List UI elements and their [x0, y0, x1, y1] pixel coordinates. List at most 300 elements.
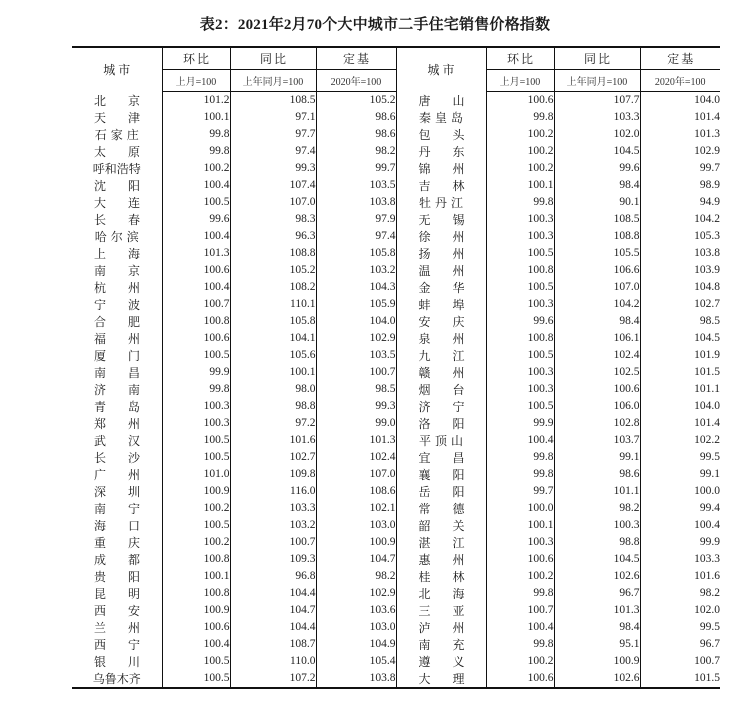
value-mom-right: 100.5: [486, 279, 554, 296]
city-name-left: [72, 381, 162, 398]
value-base-right: 99.1: [699, 468, 720, 481]
city-label: 济宁: [418, 399, 487, 414]
value-mom-right: 99.8: [486, 466, 554, 483]
city-name-left: [72, 398, 162, 415]
value-base-left: 104.3: [316, 279, 396, 296]
value-base-right: 100.4: [694, 519, 720, 532]
city-label: 南宁: [94, 501, 163, 516]
table-row: [72, 500, 720, 517]
city-name-right: [396, 330, 486, 347]
city-name-left: [72, 602, 162, 619]
value-base-left: 101.3: [316, 432, 396, 449]
city-label: 长春: [94, 212, 163, 227]
city-name-left: [72, 330, 162, 347]
city-name-right: [396, 177, 486, 194]
value-mom-left: 101.2: [162, 92, 230, 109]
value-base-right: 101.6: [694, 570, 720, 583]
table-row: [72, 211, 720, 228]
value-yoy-right: 107.0: [554, 279, 640, 296]
city-name-right: [396, 619, 486, 636]
page-title: 表2：2021年2月70个大中城市二手住宅销售价格指数: [199, 17, 551, 33]
value-mom-left: 100.5: [162, 517, 230, 534]
table-row: [72, 398, 720, 415]
city-name-left: [72, 568, 162, 585]
value-mom-right: 99.7: [486, 483, 554, 500]
value-yoy-left: 99.3: [230, 160, 316, 177]
city-name-right: [396, 500, 486, 517]
value-yoy-left: 97.7: [230, 126, 316, 143]
value-yoy-right: 103.7: [554, 432, 640, 449]
value-yoy-right: 108.5: [554, 211, 640, 228]
value-mom-right: 100.4: [486, 619, 554, 636]
value-yoy-right: 99.1: [554, 449, 640, 466]
value-mom-right: 99.8: [486, 636, 554, 653]
city-label: 温州: [418, 263, 487, 278]
value-mom-right: 100.3: [486, 534, 554, 551]
value-mom-right: 100.1: [486, 517, 554, 534]
value-yoy-left: 104.7: [230, 602, 316, 619]
value-base-right: 99.5: [699, 451, 720, 464]
value-base-right: 104.8: [694, 281, 720, 294]
city-name-left: [72, 415, 162, 432]
value-mom-right: 100.5: [486, 398, 554, 415]
value-base-right: 104.0: [694, 400, 720, 413]
value-yoy-left: 101.6: [230, 432, 316, 449]
city-label: 兰州: [94, 620, 163, 635]
city-name-right: [396, 653, 486, 670]
value-yoy-right: 106.6: [554, 262, 640, 279]
city-name-right: [396, 585, 486, 602]
header-group-yoy-left: 同比: [230, 47, 316, 70]
value-base-right: 104.5: [694, 332, 720, 345]
subheader-base-right: 2020年=100: [640, 70, 720, 92]
value-yoy-left: 98.8: [230, 398, 316, 415]
value-yoy-right: 106.0: [554, 398, 640, 415]
value-yoy-left: 105.6: [230, 347, 316, 364]
value-mom-left: 100.4: [162, 636, 230, 653]
value-mom-left: 101.3: [162, 245, 230, 262]
value-mom-right: 100.5: [486, 347, 554, 364]
value-mom-left: 100.7: [162, 296, 230, 313]
city-label: 常德: [418, 501, 487, 516]
city-name-right: [396, 432, 486, 449]
value-mom-right: 100.6: [486, 92, 554, 109]
value-yoy-left: 107.2: [230, 670, 316, 688]
city-name-right: [396, 211, 486, 228]
value-yoy-left: 102.7: [230, 449, 316, 466]
table-row: [72, 330, 720, 347]
value-yoy-right: 104.5: [554, 143, 640, 160]
value-base-right: 99.5: [699, 621, 720, 634]
value-mom-right: 100.3: [486, 211, 554, 228]
value-mom-left: 100.3: [162, 398, 230, 415]
city-name-right: [396, 296, 486, 313]
value-mom-left: 100.5: [162, 449, 230, 466]
value-yoy-right: 98.2: [554, 500, 640, 517]
city-name-right: [396, 194, 486, 211]
city-label: 北海: [418, 586, 487, 601]
city-label: 海口: [94, 518, 163, 533]
value-base-right: 101.5: [640, 670, 720, 688]
value-base-right: 103.9: [694, 264, 720, 277]
value-yoy-right: 102.4: [554, 347, 640, 364]
value-mom-left: 100.4: [162, 177, 230, 194]
value-mom-right: 100.1: [486, 177, 554, 194]
value-base-left: 98.2: [316, 143, 396, 160]
value-base-left: 102.1: [316, 500, 396, 517]
value-mom-left: 100.1: [162, 568, 230, 585]
city-name-left: [72, 670, 162, 688]
city-label: 银川: [94, 654, 163, 669]
value-base-left: 103.5: [316, 347, 396, 364]
value-base-left: 98.2: [316, 568, 396, 585]
value-base-left: 105.8: [316, 245, 396, 262]
city-label: 扬州: [418, 246, 487, 261]
value-mom-left: 101.0: [162, 466, 230, 483]
city-label: 泸州: [418, 620, 487, 635]
value-base-left: 98.6: [316, 126, 396, 143]
value-mom-right: 100.3: [486, 228, 554, 245]
value-yoy-right: 95.1: [554, 636, 640, 653]
value-base-left: 100.9: [316, 534, 396, 551]
city-name-right: [396, 415, 486, 432]
value-base-right: 98.2: [699, 587, 720, 600]
value-base-right: 99.4: [699, 502, 720, 515]
table-row: [72, 245, 720, 262]
value-mom-right: 100.3: [486, 364, 554, 381]
value-yoy-left: 98.3: [230, 211, 316, 228]
value-mom-right: 100.8: [486, 262, 554, 279]
city-label: 吉林: [418, 178, 487, 193]
value-base-left: 103.5: [316, 177, 396, 194]
value-yoy-left: 107.0: [230, 194, 316, 211]
city-name-right: [396, 398, 486, 415]
value-yoy-right: 100.3: [554, 517, 640, 534]
header-group-base-left: 定基: [316, 47, 396, 70]
city-label: 韶关: [418, 518, 487, 533]
value-base-right: 98.9: [699, 179, 720, 192]
value-base-left: 99.3: [316, 398, 396, 415]
city-label: 杭州: [94, 280, 163, 295]
city-label: 遵义: [418, 654, 487, 669]
value-yoy-left: 97.4: [230, 143, 316, 160]
table-row: [72, 517, 720, 534]
value-mom-left: 100.4: [162, 279, 230, 296]
value-base-left: 100.7: [316, 364, 396, 381]
value-yoy-left: 105.2: [230, 262, 316, 279]
city-label: 襄阳: [418, 467, 487, 482]
value-base-right: 102.2: [694, 434, 720, 447]
value-mom-right: 100.6: [486, 670, 554, 688]
value-yoy-right: 98.4: [554, 177, 640, 194]
value-base-right: 100.0: [694, 485, 720, 498]
value-mom-left: 100.9: [162, 602, 230, 619]
value-base-right: 99.7: [699, 162, 720, 175]
table-row: [72, 432, 720, 449]
value-base-left: 107.0: [316, 466, 396, 483]
value-base-left: 97.9: [316, 211, 396, 228]
value-yoy-left: 103.2: [230, 517, 316, 534]
city-name-left: [72, 551, 162, 568]
city-name-right: [396, 551, 486, 568]
city-name-left: [72, 432, 162, 449]
value-base-right: 102.0: [694, 604, 720, 617]
table-row: [72, 177, 720, 194]
city-name-right: [396, 228, 486, 245]
city-name-left: [72, 636, 162, 653]
value-base-right: 102.9: [694, 145, 720, 158]
city-name-left: [72, 313, 162, 330]
value-yoy-left: 105.8: [230, 313, 316, 330]
value-base-left: 105.2: [316, 92, 396, 109]
value-yoy-left: 96.3: [230, 228, 316, 245]
city-name-right: [396, 449, 486, 466]
city-label: 秦皇岛: [418, 110, 467, 125]
value-base-right: 104.2: [694, 213, 720, 226]
city-name-left: [72, 228, 162, 245]
value-yoy-left: 98.0: [230, 381, 316, 398]
value-mom-right: 100.4: [486, 432, 554, 449]
value-yoy-left: 103.3: [230, 500, 316, 517]
value-mom-left: 99.8: [162, 126, 230, 143]
header-group-yoy-right: 同比: [554, 47, 640, 70]
value-base-left: 99.0: [316, 415, 396, 432]
value-yoy-right: 99.6: [554, 160, 640, 177]
city-name-left: [72, 466, 162, 483]
value-yoy-right: 90.1: [554, 194, 640, 211]
table-row: [72, 534, 720, 551]
subheader-yoy-left: 上年同月=100: [230, 70, 316, 92]
city-label: 三亚: [418, 603, 487, 618]
city-label: 金华: [418, 280, 487, 295]
header-group-mom-right: 环比: [486, 47, 554, 70]
table-row: [72, 568, 720, 585]
value-yoy-right: 104.2: [554, 296, 640, 313]
value-mom-right: 99.9: [486, 415, 554, 432]
value-yoy-right: 102.6: [554, 670, 640, 688]
value-mom-left: 100.6: [162, 619, 230, 636]
city-label: 大理: [418, 671, 487, 686]
value-yoy-right: 100.6: [554, 381, 640, 398]
city-label: 赣州: [418, 365, 487, 380]
table-row: [72, 143, 720, 160]
value-mom-left: 100.8: [162, 313, 230, 330]
city-name-left: [72, 245, 162, 262]
city-label: 平顶山: [418, 433, 467, 448]
city-name-right: [396, 602, 486, 619]
value-yoy-right: 100.9: [554, 653, 640, 670]
table-row: [72, 483, 720, 500]
city-name-left: [72, 109, 162, 126]
value-base-left: 103.8: [316, 670, 396, 688]
city-name-right: [396, 143, 486, 160]
value-base-right: 101.5: [694, 366, 720, 379]
value-yoy-right: 103.3: [554, 109, 640, 126]
value-base-left: 103.2: [316, 262, 396, 279]
table-row: [72, 602, 720, 619]
value-yoy-left: 97.1: [230, 109, 316, 126]
city-label: 桂林: [418, 569, 487, 584]
city-label: 惠州: [418, 552, 487, 567]
value-yoy-left: 96.8: [230, 568, 316, 585]
value-yoy-right: 96.7: [554, 585, 640, 602]
value-yoy-right: 101.1: [554, 483, 640, 500]
value-base-left: 102.4: [316, 449, 396, 466]
city-label: 岳阳: [418, 484, 487, 499]
city-label: 包头: [418, 127, 487, 142]
table-row: [72, 619, 720, 636]
value-base-left: 104.9: [316, 636, 396, 653]
city-name-right: [396, 92, 486, 109]
header-group-mom-left: 环比: [162, 47, 230, 70]
value-base-right: 103.3: [694, 553, 720, 566]
city-name-left: [72, 160, 162, 177]
city-name-right: [396, 534, 486, 551]
value-mom-left: 100.2: [162, 500, 230, 517]
city-label: 成都: [94, 552, 163, 567]
city-label: 沈阳: [94, 178, 163, 193]
city-label: 石家庄: [94, 127, 143, 142]
table-row: [72, 262, 720, 279]
table-row: [72, 653, 720, 670]
value-yoy-right: 102.6: [554, 568, 640, 585]
city-label: 重庆: [94, 535, 163, 550]
value-base-right: 102.7: [694, 298, 720, 311]
table-header: [72, 47, 720, 92]
value-yoy-left: 110.0: [230, 653, 316, 670]
city-label: 上海: [94, 246, 163, 261]
city-name-right: [396, 466, 486, 483]
table-row: [72, 313, 720, 330]
city-label: 广州: [94, 467, 163, 482]
city-name-left: [72, 194, 162, 211]
value-base-left: 103.0: [316, 517, 396, 534]
value-mom-left: 100.4: [162, 228, 230, 245]
value-yoy-right: 108.8: [554, 228, 640, 245]
value-yoy-left: 97.2: [230, 415, 316, 432]
value-mom-right: 99.6: [486, 313, 554, 330]
subheader-base-left: 2020年=100: [316, 70, 396, 92]
city-name-left: [72, 211, 162, 228]
value-yoy-right: 98.4: [554, 313, 640, 330]
value-mom-left: 100.6: [162, 262, 230, 279]
value-yoy-right: 105.5: [554, 245, 640, 262]
city-label: 牡丹江: [418, 195, 467, 210]
city-label: 合肥: [94, 314, 163, 329]
city-name-left: [72, 534, 162, 551]
value-base-left: 103.6: [316, 602, 396, 619]
city-name-left: [72, 126, 162, 143]
table-row: [72, 585, 720, 602]
value-mom-left: 100.3: [162, 415, 230, 432]
city-name-right: [396, 279, 486, 296]
value-mom-right: 99.8: [486, 585, 554, 602]
city-label: 南充: [418, 637, 487, 652]
value-yoy-left: 108.2: [230, 279, 316, 296]
city-name-right: [396, 160, 486, 177]
city-label: 厦门: [94, 348, 163, 363]
table-row: [72, 415, 720, 432]
value-yoy-right: 102.5: [554, 364, 640, 381]
city-name-right: [396, 670, 486, 688]
city-label: 乌鲁木齐: [92, 671, 141, 686]
value-mom-left: 99.8: [162, 381, 230, 398]
table-body: [72, 92, 720, 688]
value-base-right: 98.5: [699, 315, 720, 328]
table-row: [72, 160, 720, 177]
table-row: [72, 126, 720, 143]
value-base-left: 103.8: [316, 194, 396, 211]
city-name-right: [396, 109, 486, 126]
value-mom-left: 100.5: [162, 194, 230, 211]
city-name-left: [72, 296, 162, 313]
value-yoy-left: 100.7: [230, 534, 316, 551]
city-name-right: [396, 517, 486, 534]
city-label: 深圳: [94, 484, 163, 499]
value-base-left: 98.5: [316, 381, 396, 398]
value-base-left: 98.6: [316, 109, 396, 126]
city-label: 青岛: [94, 399, 163, 414]
value-mom-right: 100.2: [486, 126, 554, 143]
value-mom-right: 100.6: [486, 551, 554, 568]
value-mom-right: 100.2: [486, 653, 554, 670]
city-label: 哈尔滨: [94, 229, 143, 244]
value-mom-right: 100.2: [486, 143, 554, 160]
value-yoy-left: 104.4: [230, 619, 316, 636]
value-mom-right: 100.3: [486, 381, 554, 398]
city-label: 锦州: [418, 161, 487, 176]
city-name-right: [396, 636, 486, 653]
city-label: 贵阳: [94, 569, 163, 584]
city-name-left: [72, 177, 162, 194]
table-row: [72, 194, 720, 211]
city-label: 九江: [418, 348, 487, 363]
value-mom-left: 100.1: [162, 109, 230, 126]
city-name-left: [72, 653, 162, 670]
city-label: 宜昌: [418, 450, 487, 465]
city-label: 安庆: [418, 314, 487, 329]
value-base-right: 101.3: [694, 128, 720, 141]
price-index-table-container: [72, 46, 720, 689]
city-name-right: [396, 483, 486, 500]
table-row: [72, 364, 720, 381]
city-label: 南昌: [94, 365, 163, 380]
city-name-left: [72, 347, 162, 364]
city-label: 大连: [94, 195, 163, 210]
value-yoy-right: 107.7: [554, 92, 640, 109]
value-mom-left: 99.8: [162, 143, 230, 160]
value-base-right: 101.4: [694, 417, 720, 430]
header-group-base-right: 定基: [640, 47, 720, 70]
value-yoy-left: 108.5: [230, 92, 316, 109]
table-row: [72, 228, 720, 245]
value-base-right: 94.9: [699, 196, 720, 209]
value-base-right: 104.0: [694, 94, 720, 107]
city-label: 宁波: [94, 297, 163, 312]
city-label: 无锡: [418, 212, 487, 227]
value-base-left: 102.9: [316, 585, 396, 602]
value-mom-left: 100.8: [162, 585, 230, 602]
city-name-left: [72, 364, 162, 381]
city-name-left: [72, 517, 162, 534]
city-name-right: [396, 245, 486, 262]
value-base-right: 96.7: [699, 638, 720, 651]
table-row: [72, 466, 720, 483]
table-row: [72, 296, 720, 313]
city-label: 蚌埠: [418, 297, 487, 312]
value-base-right: 103.8: [694, 247, 720, 260]
city-name-right: [396, 313, 486, 330]
